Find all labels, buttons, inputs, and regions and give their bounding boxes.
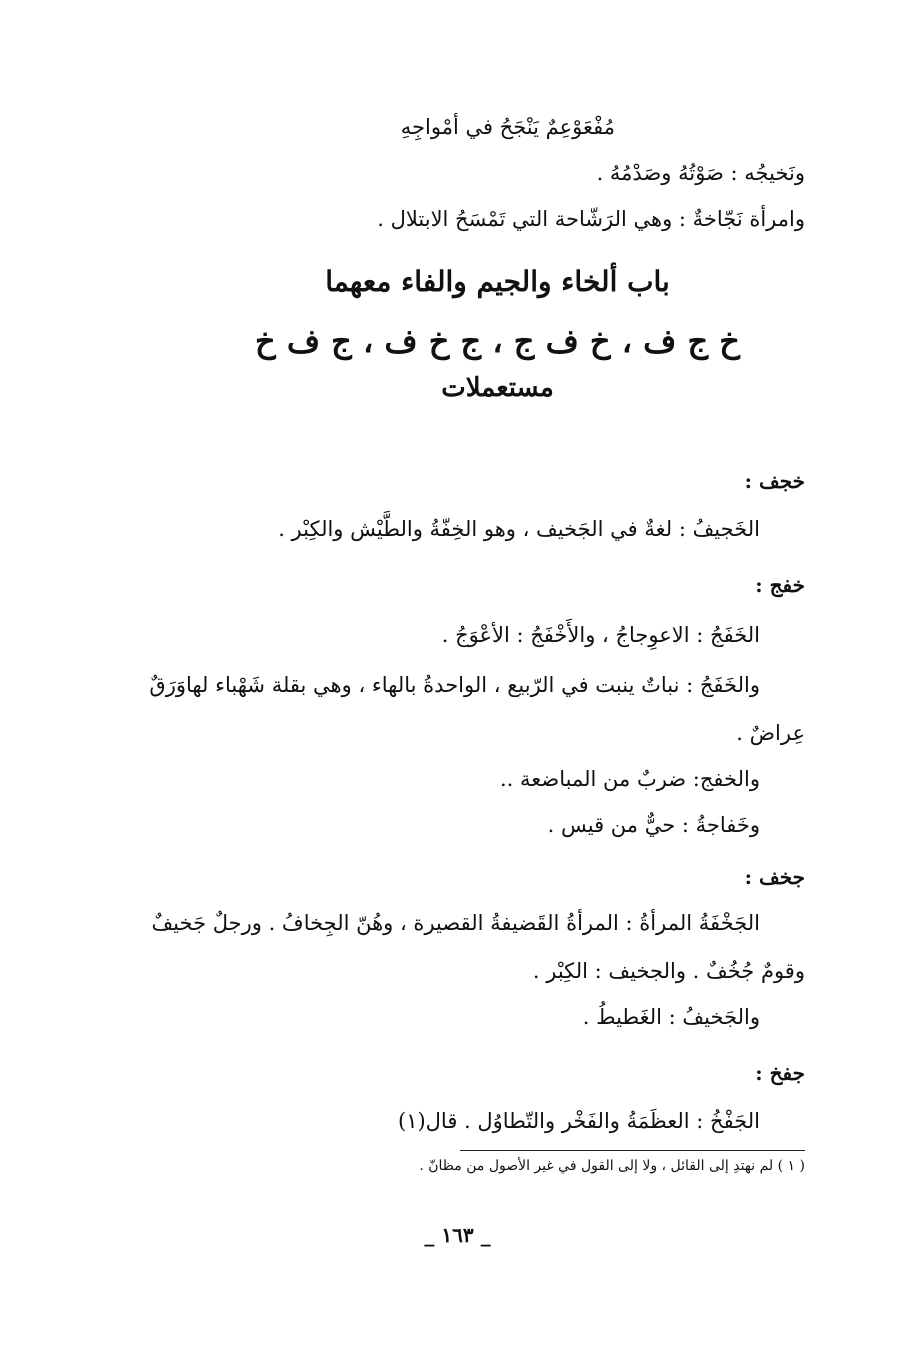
verse-line: مُفْعَوْعِمٌ يَنْجَحُ في أمْواجِهِ	[400, 115, 615, 139]
entry-line: وقومٌ جُخُفٌ . والجخيف : الكِبْر .	[532, 959, 805, 983]
text-line: وامرأة نَجّاخةٌ : وهي الرَشّاحة التي تَمْسَحُ الابتلال .	[377, 207, 805, 231]
footnote: ( ١ ) لم نهتدِ إلى القائل ، ولا إلى القول في غير الأصول من مظانّ .	[419, 1158, 805, 1174]
entry-line: وخَفاجةُ : حيٌّ من قيس .	[547, 813, 760, 837]
entry-line: والخَفَجُ : نباتٌ ينبت في الرّبيع ، الواحدةُ بالهاء ، وهي بقلة شَهْباء لهاوَرَقٌ	[149, 673, 760, 697]
text-line: ونَخيجُه : صَوْتُهُ وصَدْمُهُ .	[596, 161, 805, 185]
entry-line: الخَجيفُ : لغةٌ في الجَخيف ، وهو الخِفّةُ والطَّيْش والكِبْر .	[278, 517, 760, 541]
entry-head-khfj: خفج :	[755, 573, 805, 597]
page-number: _ ١٦٣ _	[424, 1223, 491, 1247]
entry-head-khjf: خجف :	[744, 469, 805, 493]
entry-line: الجَخْفَةُ المرأةُ : المرأةُ القَضيفةُ القصيرة ، وهُنّ الجِخافُ . ورجلٌ جَخيفٌ	[151, 911, 760, 935]
entry-head-jfkh: جفخ :	[755, 1061, 805, 1085]
entry-line: الخَفَجُ : الاعوِجاجُ ، والأَخْفَجُ : الأعْوَجُ .	[441, 623, 760, 647]
entry-line: والجَخيفُ : الغَطيطُ .	[582, 1005, 760, 1029]
chapter-title: باب ألخاء والجيم والفاء معهما	[325, 265, 670, 298]
footnote-divider	[460, 1150, 805, 1151]
chapter-letters: خ ج ف ، خ ف ج ، ج خ ف ، ج ف خ	[255, 322, 740, 360]
chapter-subtitle: مستعملات	[441, 373, 554, 403]
entry-line: والخفج: ضربٌ من المباضعة ..	[500, 767, 760, 791]
entry-line: الجَفْخُ : العظَمَةُ والفَخْر والتّطاوُل . قال(١)	[397, 1109, 760, 1133]
entry-line: عِراضٌ .	[736, 721, 805, 745]
entry-head-jkhf: جخف :	[744, 865, 805, 889]
